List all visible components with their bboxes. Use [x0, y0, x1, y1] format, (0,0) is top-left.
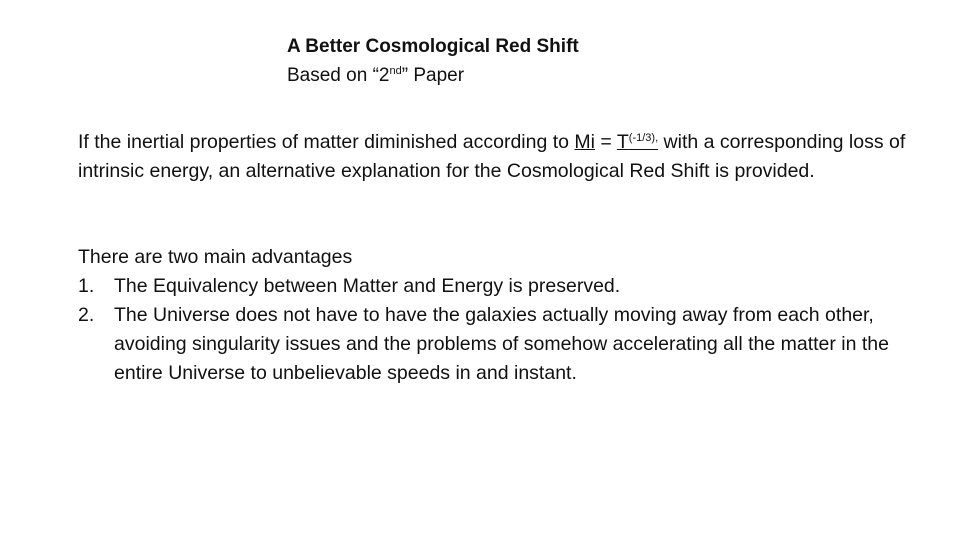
subtitle-superscript: nd [389, 65, 402, 77]
advantages-section [78, 243, 938, 388]
slide-subtitle [287, 61, 579, 90]
paragraph-red-shift [78, 128, 938, 186]
formula-equals: = [595, 131, 617, 153]
formula-exponent: (-1/3), [628, 132, 659, 144]
advantages-intro: There are two main advantages [78, 246, 353, 268]
subtitle-suffix: ” Paper [401, 65, 465, 86]
paragraph-text-end: with a corresponding loss of intrinsic energy, an alternative explanation for the Cosmological Red Shift is provided. [78, 131, 906, 182]
subtitle-prefix: Based on “2 [287, 65, 390, 86]
advantages-list [78, 272, 938, 388]
title-block [287, 32, 579, 90]
advantage-item [78, 272, 938, 301]
advantage-item [78, 301, 938, 388]
advantage-text: The Universe does not have to have the galaxies actually moving away from each other, avoiding singularity issues and the problems of somehow accelerating all the matter in the entire Universe to unbelievable speeds in and instant. [114, 304, 890, 384]
formula-t-base: T [616, 131, 629, 153]
formula-mi: Mi [574, 131, 595, 153]
slide-title: A Better Cosmological Red Shift [287, 36, 579, 57]
paragraph-text-start: If the inertial properties of matter diminished according to [78, 131, 575, 153]
advantage-number: 2. [78, 304, 95, 326]
advantage-text: The Equivalency between Matter and Energy is preserved. [114, 275, 621, 297]
advantage-number: 1. [78, 275, 95, 297]
formula-t [617, 131, 658, 153]
